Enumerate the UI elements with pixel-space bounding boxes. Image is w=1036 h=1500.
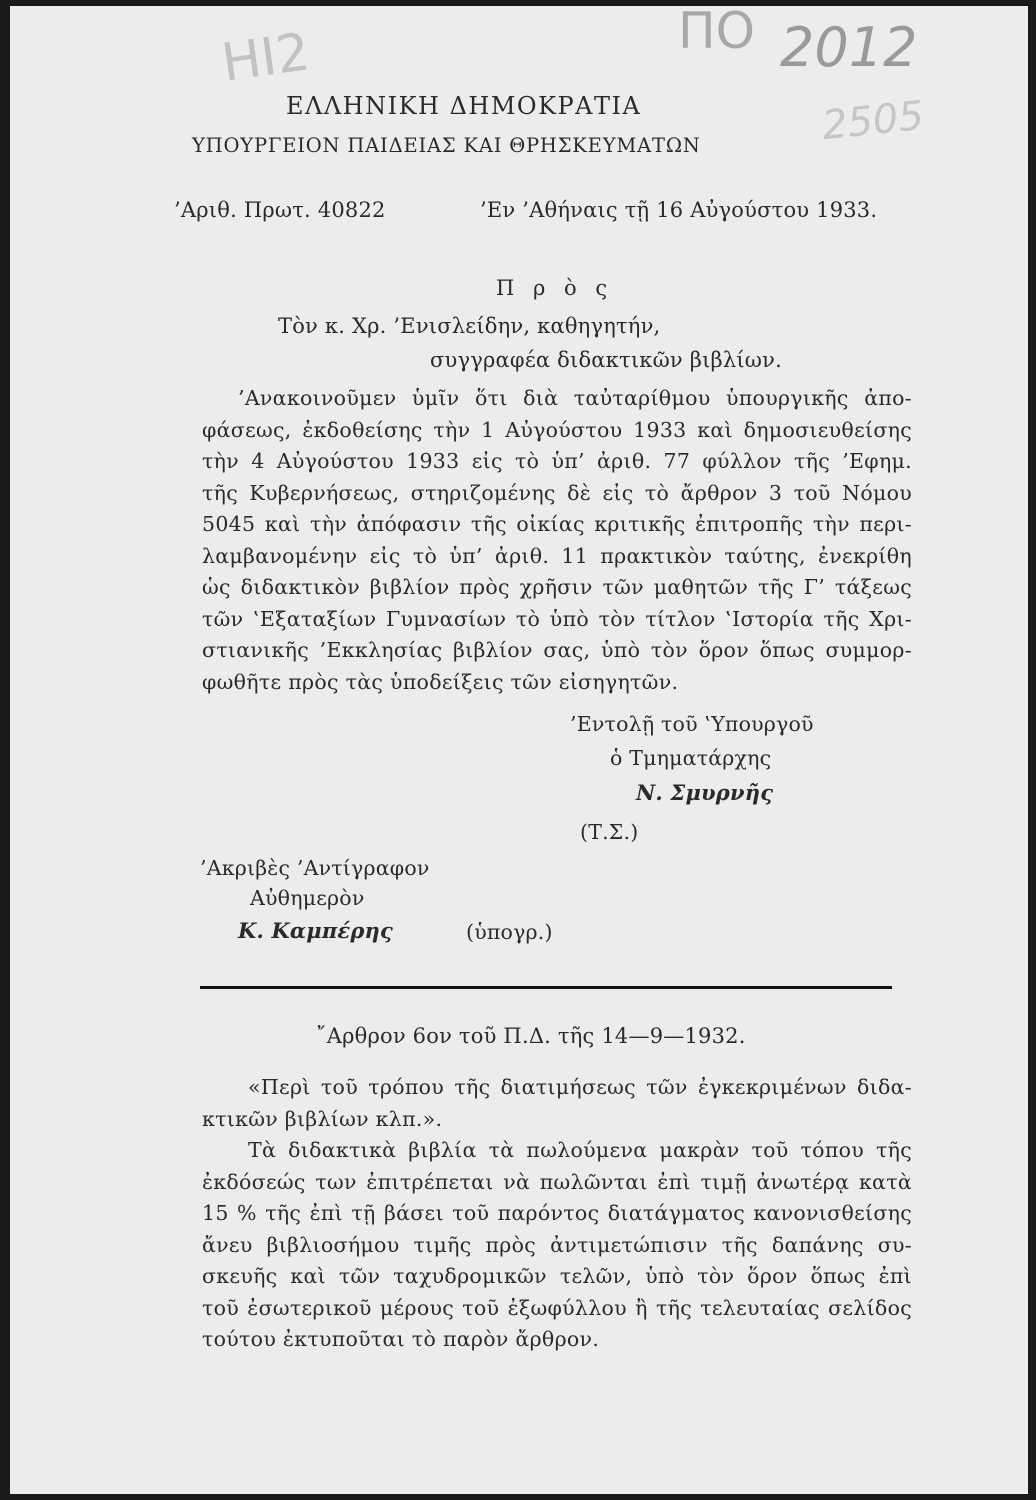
handwritten-mark-left: ΗΙ2	[218, 22, 314, 94]
copy-same-day: Αὐθημερὸν	[250, 886, 365, 910]
article-heading: ῎Αρθρον 6ον τοῦ Π.Δ. τῆς 14—9—1932.	[316, 1024, 746, 1048]
signature-role: ὁ Τμηματάρχης	[610, 746, 772, 770]
address-pros: Π ρ ὸ ς	[496, 276, 614, 300]
article-line: «Περὶ τοῦ τρόπου τῆς διατιμήσεως τῶν ἐγκεκριμένων διδα-	[248, 1075, 912, 1099]
signature-order: ’Εντολῇ τοῦ ‛Υπουργοῦ	[570, 712, 814, 736]
article-line: Τὰ διδακτικὰ βιβλία τὰ πωλούμενα μακρὰν τοῦ τόπου τῆς	[248, 1138, 912, 1162]
copy-signed-note: (ὑπογρ.)	[466, 920, 553, 944]
body-line: τῶν ‛Εξαταξίων Γυμνασίων τὸ ὑπὸ τὸν τίτλον ‛Ιστορία τῆς Χρι-	[202, 606, 912, 631]
body-line: τὴν 4 Αὐγούστου 1933 εἰς τὸ ὑπ’ ἀριθ. 77 φύλλον τῆς ’Εφημ.	[202, 449, 912, 473]
handwritten-mark-second: 2505	[819, 92, 926, 150]
handwritten-mark-number: 2012	[780, 16, 918, 79]
body-line: λαμβανομένην εἰς τὸ ὑπ’ ἀριθ. 11 πρακτικὸν ταύτης, ἐνεκρίθη	[202, 543, 912, 568]
state-heading: ΕΛΛΗΝΙΚΗ ΔΗΜΟΚΡΑΤΙΑ	[286, 92, 642, 120]
body-line: φωθῆτε πρὸς τὰς ὑποδείξεις τῶν εἰσηγητῶν.	[202, 669, 679, 694]
signature-seal: (Τ.Σ.)	[580, 820, 639, 844]
article-line: ἄνευ βιβλιοσήμου τιμῆς πρὸς ἀντιμετώπισιν τῆς δαπάνης συ-	[202, 1232, 912, 1257]
document-date: ’Εν ’Αθήναις τῇ 16 Αὐγούστου 1933.	[480, 198, 878, 222]
body-line: ὡς διδακτικὸν βιβλίον πρὸς χρῆσιν τῶν μαθητῶν τῆς Γ’ τάξεως	[202, 575, 912, 599]
article-line: τοῦ ἐσωτερικοῦ μέρους τοῦ ἐξωφύλλου ἢ τῆς τελευταίας σελίδος	[202, 1295, 912, 1320]
section-divider	[200, 986, 892, 989]
body-line: ’Ανακοινοῦμεν ὑμῖν ὅτι διὰ ταὐταρίθμου ὑπουργικῆς ἀπο-	[238, 386, 912, 410]
article-line: ἐκδόσεώς των ἐπιτρέπεται νὰ πωλῶνται ἐπὶ τιμῇ ἀνωτέρᾳ κατὰ	[202, 1169, 912, 1194]
document-page	[10, 2, 1028, 1494]
protocol-number: ’Αριθ. Πρωτ. 40822	[174, 198, 386, 222]
ministry-heading: ΥΠΟΥΡΓΕΙΟΝ ΠΑΙΔΕΙΑΣ ΚΑΙ ΘΡΗΣΚΕΥΜΑΤΩΝ	[192, 134, 701, 157]
letter-body	[202, 383, 912, 698]
article-line: σκευῆς καὶ τῶν ταχυδρομικῶν τελῶν, ὑπὸ τὸν ὅρον ὅπως ἐπὶ	[202, 1264, 912, 1288]
body-line: τῆς Κυβερνήσεως, στηριζομένης δὲ εἰς τὸ ἄρθρον 3 τοῦ Νόμου	[202, 480, 912, 505]
handwritten-mark-po: ΠΟ	[678, 2, 755, 60]
body-line: 5045 καὶ τὴν ἀπόφασιν τῆς οἰκίας κριτικῆς ἐπιτροπῆς τὴν περι-	[202, 512, 912, 536]
signature-name: Ν. Σμυρνῆς	[636, 780, 774, 805]
body-line: φάσεως, ἐκδοθείσης τὴν 1 Αὐγούστου 1933 καὶ δημοσιευθείσης	[202, 417, 912, 442]
article-line: κτικῶν βιβλίων κλπ.».	[202, 1106, 443, 1131]
address-recipient-title: συγγραφέα διδακτικῶν βιβλίων.	[430, 348, 782, 372]
copy-certification: ’Ακριβὲς ’Αντίγραφον	[200, 856, 430, 880]
body-line: στιανικῆς ’Εκκλησίας βιβλίον σας, ὑπὸ τὸν ὅρον ὅπως συμμορ-	[202, 638, 912, 662]
article-line: 15 % τῆς ἐπὶ τῇ βάσει τοῦ παρόντος διατάγματος κανονισθείσης	[202, 1201, 912, 1225]
address-recipient: Τὸν κ. Χρ. ’Ενισλείδην, καθηγητήν,	[278, 314, 661, 338]
article-line: τούτου ἐκτυποῦται τὸ παρὸν ἄρθρον.	[202, 1327, 600, 1351]
copy-signer-name: Κ. Καμπέρης	[238, 918, 394, 943]
article-body	[202, 1072, 912, 1356]
